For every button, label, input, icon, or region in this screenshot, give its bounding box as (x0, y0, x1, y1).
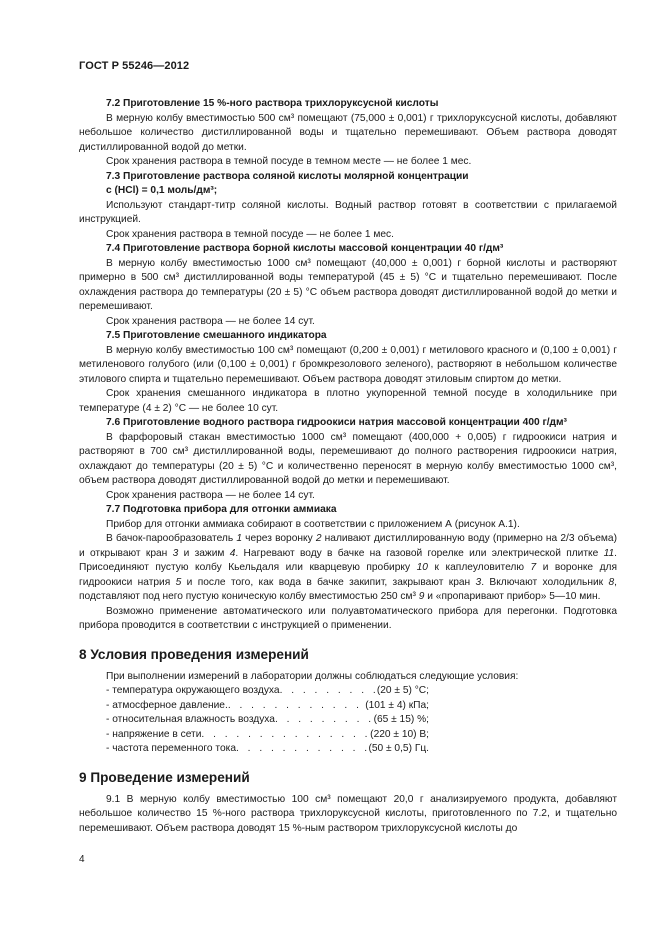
section-7-2-storage: Срок хранения раствора в темной посуде в темном месте — не более 1 мес. (106, 156, 472, 167)
section-7-6-title: 7.6 Приготовление водного раствора гидроокиси натрия массовой концентрации 400 г/дм³ (106, 417, 567, 428)
section-7-4-storage: Срок хранения раствора — не более 14 сут. (106, 315, 315, 327)
section-7-5-storage: Срок хранения смешанного индикатора в плотно укупоренной темной посуде в холодильнике при температуре (4 ± 2) °С — не более 10 сут. (79, 388, 617, 414)
condition-item: - относительная влажность воздуха . . . (65 ± 15) %; (106, 713, 429, 728)
conditions-list (106, 684, 429, 757)
section-7-7-paragraph-3: Возможно применение автоматического или полуавтоматического прибора для перегонки. Подготовка прибора проводится в соответствии с инструкцией о применении. (79, 605, 617, 631)
section-9-title: 9 Проведение измерений (79, 769, 250, 785)
section-8-intro: При выполнении измерений в лаборатории должны соблюдаться следующие условия: (106, 670, 519, 682)
document-body (79, 97, 617, 836)
section-7-7-paragraph-2: В бачок-парообразователь 1 через воронку 2 наливают дистиллированную воду (примерно на 2/3 объема) и открывают кран 3 и зажим 4. Нагревают воду в бачке на газовой горелке или электрической плитке 11. Присоединяют пустую колбу Кьельдаля или кварцевую пробирку 10 к каплеуловителю 7 и воронке для гидроокиси натрия 5 и после того, как вода в бачке закипит, закрывают кран 3. Включают холодильник 8, подставляют под него пустую коническую колбу вместимостью 250 см³ 9 и «пропаривают прибор» 5—10 мин. (79, 533, 618, 602)
section-8-title: 8 Условия проведения измерений (79, 646, 309, 662)
section-7-5-title: 7.5 Приготовление смешанного индикатора (106, 330, 327, 341)
section-7-3-paragraph: Используют стандарт-титр соляной кислоты. Водный раствор готовят в соответствии с прилагаемой инструкцией. (79, 199, 617, 225)
condition-item: - атмосферное давление. . . . (101 ± 4) кПа; (106, 699, 429, 714)
document-header: ГОСТ Р 55246—2012 (79, 60, 190, 72)
section-7-6-paragraph: В фарфоровый стакан вместимостью 1000 см³ помещают (400,000 + 0,005) г гидроокиси натрия и растворяют в 700 см³ дистиллированной воды, перемешивают до полного растворения гидроокиси натрия, охлаждают до температуры (20 ± 5) °С и количественно переносят в мерную колбу вместимостью 1000 см³, объем раствора доводят дистиллированной водой до метки и перемешивают. (79, 431, 617, 486)
section-7-4-title: 7.4 Приготовление раствора борной кислоты массовой концентрации 40 г/дм³ (106, 243, 504, 254)
condition-item: - температура окружающего воздуха . . . (20 ± 5) °С; (106, 684, 429, 699)
section-7-3-storage: Срок хранения раствора в темной посуде — не более 1 мес. (106, 228, 394, 240)
section-9-1-paragraph: 9.1 В мерную колбу вместимостью 100 см³ помещают 20,0 г анализируемого продукта, добавляют небольшое количество 15 %-ного раствора трихлоруксусной кислоты, приготовленного по 7.2, и тщательно перемешивают. Объем раствора доводят 15 %-ным раствором трихлоруксусной кислоты до (79, 793, 617, 834)
section-7-2-paragraph: В мерную колбу вместимостью 500 см³ помещают (75,000 ± 0,001) г трихлоруксусной кислоты, добавляют небольшое количество дистиллированной воды и тщательно перемешивают. Объем раствора доводят дистиллированной водой до метки. (79, 112, 617, 153)
section-7-3-title: 7.3 Приготовление раствора соляной кислоты молярной концентрации (106, 170, 469, 182)
page-number: 4 (79, 854, 85, 865)
section-7-3-title-formula: c (HCl) = 0,1 моль/дм³; (106, 185, 218, 196)
section-7-7-paragraph-1: Прибор для отгонки аммиака собирают в соответствии с приложением А (рисунок А.1). (106, 518, 520, 530)
section-7-4-paragraph: В мерную колбу вместимостью 1000 см³ помещают (40,000 ± 0,001) г борной кислоты и растворяют примерно в 500 см³ дистиллированной воды температурой (45 ± 5) °С и тщательно перемешивают. После охлаждения раствора до температуры (20 ± 5) °С объем раствора доводят дистиллированной водой до метки и перемешивают. (79, 257, 617, 312)
section-7-6-storage: Срок хранения раствора — не более 14 сут. (106, 489, 315, 501)
condition-item: - частота переменного тока . . . (50 ± 0,5) Гц. (106, 742, 429, 757)
condition-item: - напряжение в сети . . . (220 ± 10) В; (106, 728, 429, 743)
section-7-5-paragraph: В мерную колбу вместимостью 100 см³ помещают (0,200 ± 0,001) г метилового красного и (0,100 ± 0,001) г метиленового голубого (или (0,100 ± 0,001) г бромкрезолового зеленого), растворяют в небольшом количестве этилового спирта и тщательно перемешивают. Объем раствора доводят этиловым спиртом до метки. (79, 344, 617, 385)
section-7-2-title: 7.2 Приготовление 15 %-ного раствора трихлоруксусной кислоты (106, 98, 439, 109)
section-7-7-title: 7.7 Подготовка прибора для отгонки аммиака (106, 504, 337, 515)
